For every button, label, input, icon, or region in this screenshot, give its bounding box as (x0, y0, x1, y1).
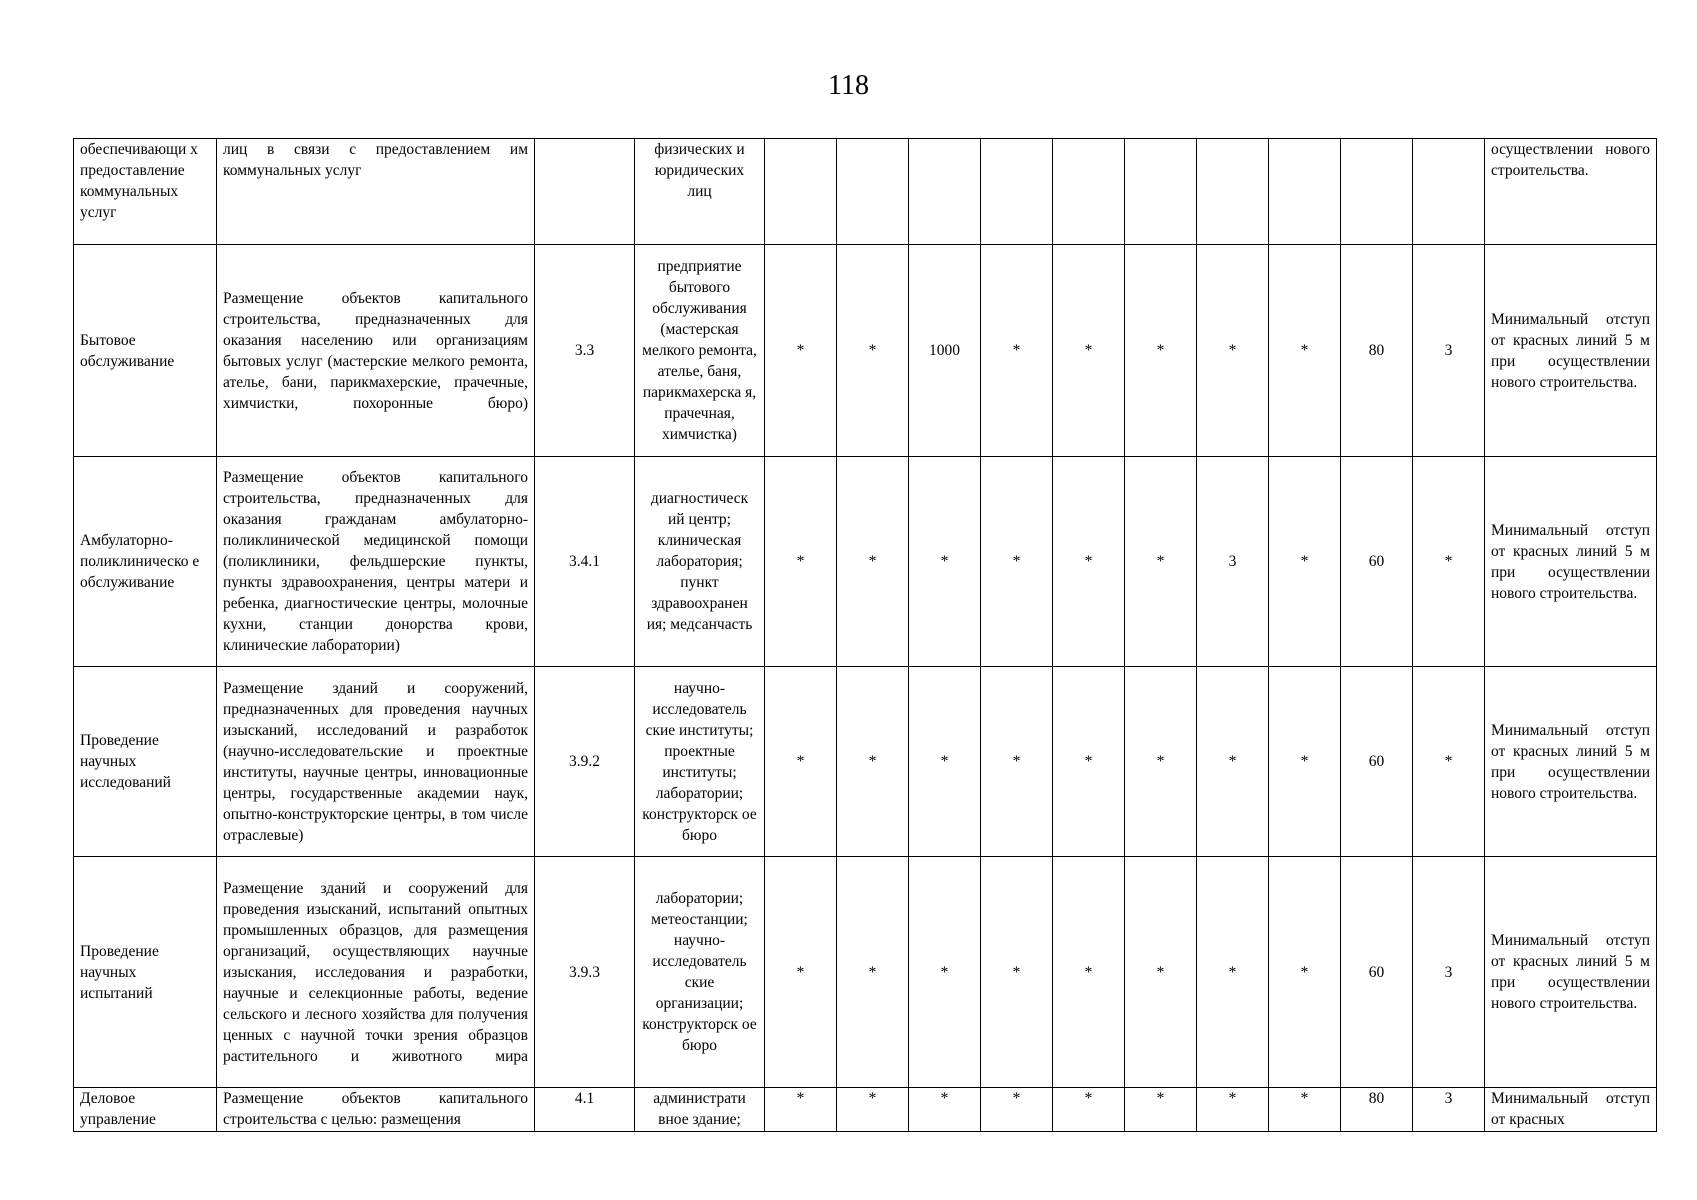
parameter-value-cell (1197, 139, 1269, 245)
parameter-value-cell (1053, 139, 1125, 245)
parameter-value-cell: * (765, 857, 837, 1088)
parameter-value-cell: * (1269, 245, 1341, 457)
objects-cell: администрати вное здание; (635, 1088, 765, 1132)
parameter-value-cell (1125, 139, 1197, 245)
parameter-value-cell: * (1125, 245, 1197, 457)
parameter-value-cell: * (837, 667, 909, 857)
parameter-value-cell: * (909, 667, 981, 857)
note-cell: Минимальный отступ от красных (1485, 1088, 1657, 1132)
note-cell: осуществлении нового строительства. (1485, 139, 1657, 245)
parameter-value-cell: * (909, 1088, 981, 1132)
parameter-value-cell: * (909, 457, 981, 667)
parameter-value-cell: 3 (1197, 457, 1269, 667)
parameter-value-cell: * (1197, 857, 1269, 1088)
use-description-cell: Размещение зданий и сооружений для проведения изысканий, испытаний опытных промышленных образцов, для размещения организаций, осуществляющих научные изыскания, исследования и разработки, научные и селекционные работы, ведение сельского и лесного хозяйства для получения ценных с научной точки зрения образцов растительного и животного мира (217, 857, 535, 1088)
objects-cell: физических и юридических лиц (635, 139, 765, 245)
use-description-cell: Размещение зданий и сооружений, предназначенных для проведения научных изысканий, исследований и разработок (научно-исследовательские и проектные институты, научные центры, инновационные центры, государственные академии наук, опытно-конструкторские центры, в том числе отраслевые) (217, 667, 535, 857)
table-row (74, 457, 1657, 667)
objects-cell: научно-исследователь ские институты; проектные институты; лаборатории; конструкторск ое бюро (635, 667, 765, 857)
parameter-value-cell: * (1413, 667, 1485, 857)
use-code-cell: 3.9.2 (535, 667, 635, 857)
parameter-value-cell: * (1053, 245, 1125, 457)
parameter-value-cell: * (765, 1088, 837, 1132)
parameter-value-cell (1413, 139, 1485, 245)
parameter-value-cell: 80 (1341, 245, 1413, 457)
use-code-cell (535, 139, 635, 245)
parameter-value-cell: * (1053, 857, 1125, 1088)
parameter-value-cell: * (909, 857, 981, 1088)
page-number: 118 (828, 70, 869, 101)
parameter-value-cell: * (1125, 1088, 1197, 1132)
table-row (74, 1088, 1657, 1132)
regulations-table (73, 138, 1657, 1132)
use-name-cell: Деловое управление (74, 1088, 217, 1132)
objects-cell: предприятие бытового обслуживания (мастерская мелкого ремонта, ателье, баня, парикмахерска я, прачечная, химчистка) (635, 245, 765, 457)
use-name-cell: обеспечивающи х предоставление коммунальных услуг (74, 139, 217, 245)
parameter-value-cell: * (837, 457, 909, 667)
use-name-cell: Проведение научных испытаний (74, 857, 217, 1088)
use-code-cell: 3.3 (535, 245, 635, 457)
parameter-value-cell (981, 139, 1053, 245)
parameter-value-cell: * (1125, 457, 1197, 667)
parameter-value-cell: * (837, 245, 909, 457)
table-row (74, 139, 1657, 245)
parameter-value-cell (1269, 139, 1341, 245)
table-row (74, 245, 1657, 457)
parameter-value-cell: 3 (1413, 857, 1485, 1088)
parameter-value-cell: * (1413, 457, 1485, 667)
parameter-value-cell: * (1053, 667, 1125, 857)
use-code-cell: 3.9.3 (535, 857, 635, 1088)
parameter-value-cell: * (1269, 667, 1341, 857)
parameter-value-cell: 80 (1341, 1088, 1413, 1132)
note-cell: Минимальный отступ от красных линий 5 м при осуществлении нового строительства. (1485, 857, 1657, 1088)
use-description-cell: Размещение объектов капитального строительства с целью: размещения (217, 1088, 535, 1132)
use-description-cell: Размещение объектов капитального строительства, предназначенных для оказания населению или организациям бытовых услуг (мастерские мелкого ремонта, ателье, бани, парикмахерские, прачечные, химчистки, похоронные бюро) (217, 245, 535, 457)
use-name-cell: Бытовое обслуживание (74, 245, 217, 457)
parameter-value-cell: * (765, 245, 837, 457)
use-name-cell: Проведение научных исследований (74, 667, 217, 857)
parameter-value-cell (837, 139, 909, 245)
note-cell: Минимальный отступ от красных линий 5 м при осуществлении нового строительства. (1485, 457, 1657, 667)
parameter-value-cell (909, 139, 981, 245)
parameter-value-cell: * (981, 857, 1053, 1088)
parameter-value-cell: 1000 (909, 245, 981, 457)
parameter-value-cell: 3 (1413, 1088, 1485, 1132)
parameter-value-cell: * (981, 457, 1053, 667)
objects-cell: лаборатории; метеостанции; научно-исследователь ские организации; конструкторск ое бюро (635, 857, 765, 1088)
parameter-value-cell: 60 (1341, 667, 1413, 857)
parameter-value-cell: * (1197, 1088, 1269, 1132)
use-code-cell: 4.1 (535, 1088, 635, 1132)
objects-cell: диагностическ ий центр; клиническая лаборатория; пункт здравоохранен ия; медсанчасть (635, 457, 765, 667)
parameter-value-cell: * (1053, 1088, 1125, 1132)
note-cell: Минимальный отступ от красных линий 5 м при осуществлении нового строительства. (1485, 245, 1657, 457)
parameter-value-cell: 60 (1341, 457, 1413, 667)
table-row (74, 857, 1657, 1088)
parameter-value-cell: * (981, 245, 1053, 457)
parameter-value-cell: * (1053, 457, 1125, 667)
parameter-value-cell: * (1269, 1088, 1341, 1132)
parameter-value-cell: * (1197, 667, 1269, 857)
parameter-value-cell: * (1125, 667, 1197, 857)
parameter-value-cell: * (1125, 857, 1197, 1088)
parameter-value-cell: * (981, 667, 1053, 857)
parameter-value-cell: * (765, 667, 837, 857)
parameter-value-cell (1341, 139, 1413, 245)
use-name-cell: Амбулаторно-поликлиническо е обслуживание (74, 457, 217, 667)
parameter-value-cell: * (1269, 457, 1341, 667)
parameter-value-cell: * (765, 457, 837, 667)
parameter-value-cell: * (1197, 245, 1269, 457)
note-cell: Минимальный отступ от красных линий 5 м при осуществлении нового строительства. (1485, 667, 1657, 857)
table-row (74, 667, 1657, 857)
use-description-cell: лиц в связи с предоставлением им коммунальных услуг (217, 139, 535, 245)
parameter-value-cell: * (1269, 857, 1341, 1088)
parameter-value-cell: * (981, 1088, 1053, 1132)
parameter-value-cell (765, 139, 837, 245)
parameter-value-cell: 3 (1413, 245, 1485, 457)
use-description-cell: Размещение объектов капитального строительства, предназначенных для оказания гражданам амбулаторно-поликлинической медицинской помощи (поликлиники, фельдшерские пункты, пункты здравоохранения, центры матери и ребенка, диагностические центры, молочные кухни, станции донорства крови, клинические лаборатории) (217, 457, 535, 667)
use-code-cell: 3.4.1 (535, 457, 635, 667)
parameter-value-cell: 60 (1341, 857, 1413, 1088)
parameter-value-cell: * (837, 857, 909, 1088)
parameter-value-cell: * (837, 1088, 909, 1132)
